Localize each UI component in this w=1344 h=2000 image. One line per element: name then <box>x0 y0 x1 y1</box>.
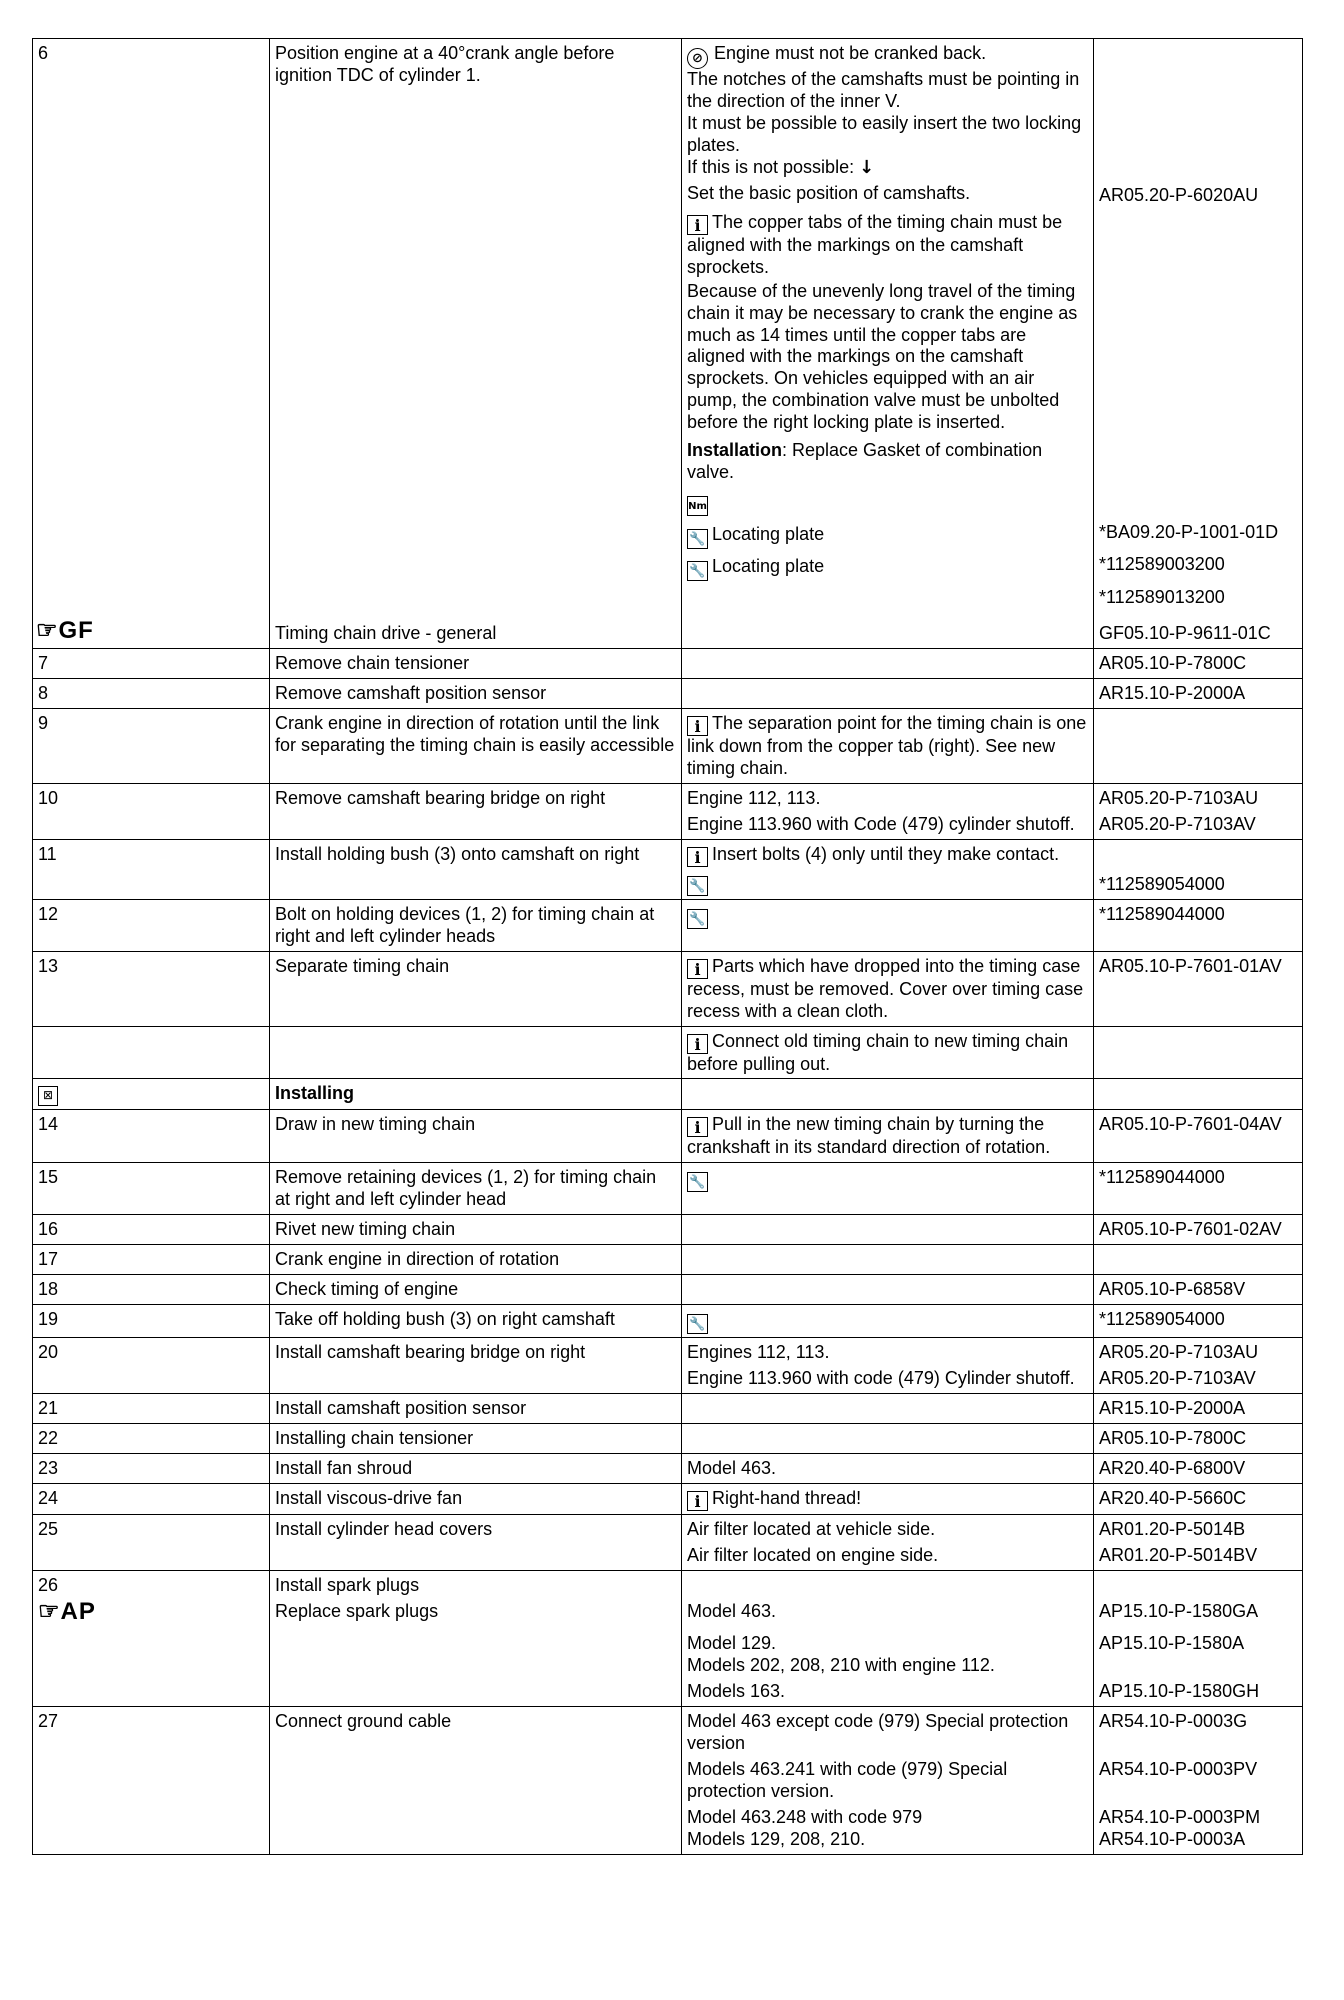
note-text: If this is not possible: <box>687 156 855 177</box>
step-cell <box>270 1026 682 1079</box>
note-cell <box>682 1245 1094 1275</box>
table-row <box>33 1245 1303 1275</box>
note-text: Engine 113.960 with Code (479) cylinder shutoff. <box>687 813 1075 834</box>
reference-cell <box>1094 783 1303 839</box>
reference-link[interactable]: AR54.10-P-0003A <box>1099 1828 1246 1849</box>
no-crank-back-icon: ⊘ <box>687 48 708 69</box>
reference-cell <box>1094 1706 1303 1854</box>
step-number: 15 <box>33 1163 270 1215</box>
note-text: Models 202, 208, 210 with engine 112. <box>687 1654 995 1675</box>
note-text: : Replace Gasket of combination valve. <box>687 440 1043 483</box>
step-number: 25 <box>33 1514 270 1570</box>
table-row <box>33 899 1303 951</box>
reference-link[interactable]: AR20.40-P-6800V <box>1094 1454 1303 1484</box>
table-row <box>33 39 1303 649</box>
reference-link[interactable]: *112589013200 <box>1099 587 1225 607</box>
table-row <box>33 649 1303 679</box>
note-text: Engines 112, 113. <box>687 1342 830 1363</box>
step-text: Remove camshaft position sensor <box>270 678 682 708</box>
note-text: The notches of the camshafts must be pointing in the direction of the inner V. <box>687 69 1080 111</box>
note-text: Set the basic position of camshafts. <box>687 182 971 203</box>
table-row <box>33 1305 1303 1338</box>
table-row <box>33 1483 1303 1514</box>
installation-label: Installation <box>687 440 783 461</box>
reference-link[interactable]: AR05.20-P-7103AV <box>1099 813 1256 834</box>
step-number-cell <box>33 1079 270 1110</box>
reference-link[interactable]: AR05.20-P-7103AV <box>1099 1368 1256 1389</box>
step-number: 10 <box>33 783 270 839</box>
note-text: Engine must not be cranked back. <box>714 43 987 63</box>
step-number: 17 <box>33 1245 270 1275</box>
note-text: Model 463. <box>687 1600 777 1621</box>
step-text: Crank engine in direction of rotation until the link for separating the timing chain is easily accessible <box>270 708 682 783</box>
step-number: 27 <box>33 1706 270 1854</box>
special-tool-icon: 🔧 <box>687 1172 708 1192</box>
reference-cell <box>1094 1514 1303 1570</box>
note-text: Pull in the new timing chain by turning the crankshaft in its standard direction of rotation. <box>687 1114 1051 1158</box>
note-cell <box>682 1514 1094 1570</box>
special-tool-icon: 🔧 <box>687 529 708 549</box>
table-row <box>33 1570 1303 1706</box>
reference-cell <box>1094 708 1303 783</box>
table-row <box>33 1079 1303 1110</box>
reference-cell <box>1094 39 1303 649</box>
torque-nm-icon: Nm <box>687 496 708 516</box>
table-row <box>33 839 1303 899</box>
table-row <box>33 1394 1303 1424</box>
note-cell <box>682 1026 1094 1079</box>
note-text: Models 129, 208, 210. <box>687 1828 866 1849</box>
step-number: 9 <box>33 708 270 783</box>
reference-link[interactable]: AP15.10-P-1580A <box>1099 1632 1245 1653</box>
step-cell <box>270 1570 682 1706</box>
note-text: Model 463. <box>682 1454 1094 1484</box>
table-row <box>33 1424 1303 1454</box>
note-text: Engine 113.960 with code (479) Cylinder shutoff. <box>687 1368 1075 1389</box>
installation-icon: ⊠ <box>38 1086 58 1106</box>
note-text: Because of the unevenly long travel of the timing chain it may be necessary to crank the engine as much as 14 times until the copper tabs are aligned with the markings on the camshaft sprockets. On vehicles equipped with an air pump, the combination valve must be unbolted before the right locking plate is inserted. <box>687 280 1078 433</box>
note-cell <box>682 1079 1094 1110</box>
note-cell <box>682 839 1094 899</box>
step-text: Separate timing chain <box>270 951 682 1026</box>
step-text: Install camshaft position sensor <box>270 1394 682 1424</box>
reference-link[interactable]: *112589003200 <box>1099 554 1225 574</box>
reference-link[interactable]: *112589044000 <box>1094 1163 1303 1215</box>
step-number: 26 <box>38 1574 59 1595</box>
note-cell <box>682 1275 1094 1305</box>
reference-cell <box>1094 1026 1303 1079</box>
reference-link[interactable]: AR54.10-P-0003PV <box>1099 1758 1258 1779</box>
note-text: Air filter located at vehicle side. <box>687 1518 936 1539</box>
step-number: 23 <box>33 1454 270 1484</box>
step-number: 20 <box>33 1338 270 1394</box>
table-row <box>33 708 1303 783</box>
info-icon: i <box>687 959 708 979</box>
note-text: Models 163. <box>687 1680 786 1701</box>
reference-link[interactable]: AR05.10-P-7800C <box>1094 649 1303 679</box>
note-cell <box>682 1338 1094 1394</box>
step-number: 6 <box>38 43 49 63</box>
reference-link[interactable]: AR05.10-P-7601-04AV <box>1094 1110 1303 1163</box>
table-row <box>33 1706 1303 1854</box>
procedure-table <box>32 38 1303 1855</box>
reference-cell <box>1094 1338 1303 1394</box>
note-cell <box>682 1305 1094 1338</box>
reference-link[interactable]: AR54.10-P-0003PM <box>1099 1806 1261 1827</box>
note-cell <box>682 783 1094 839</box>
reference-link[interactable]: AR01.20-P-5014B <box>1099 1518 1246 1539</box>
reference-link[interactable]: *112589054000 <box>1099 873 1225 894</box>
info-icon: i <box>687 716 708 736</box>
reference-link[interactable]: AR05.10-P-7800C <box>1094 1424 1303 1454</box>
reference-link[interactable]: AP15.10-P-1580GA <box>1099 1600 1259 1621</box>
special-tool-icon: 🔧 <box>687 561 708 581</box>
step-text: Remove camshaft bearing bridge on right <box>270 783 682 839</box>
table-row <box>33 1163 1303 1215</box>
reference-hand-icon: ☞AP <box>38 1597 96 1625</box>
step-text: Install holding bush (3) onto camshaft on right <box>270 839 682 899</box>
step-number: 7 <box>33 649 270 679</box>
reference-link[interactable]: AR05.20-P-6020AU <box>1099 185 1259 205</box>
step-text: Installing chain tensioner <box>270 1424 682 1454</box>
note-text: Locating plate <box>712 556 825 577</box>
note-cell <box>682 649 1094 679</box>
info-icon: i <box>687 1117 708 1137</box>
step-text: Crank engine in direction of rotation <box>270 1245 682 1275</box>
note-text: Models 463.241 with code (979) Special protection version. <box>687 1758 1008 1801</box>
reference-link[interactable]: *112589054000 <box>1094 1305 1303 1338</box>
note-text: Parts which have dropped into the timing case recess, must be removed. Cover over timing case recess with a clean cloth. <box>687 955 1084 1021</box>
step-text: Rivet new timing chain <box>270 1215 682 1245</box>
reference-link[interactable]: AR01.20-P-5014BV <box>1099 1544 1258 1565</box>
step-number: 18 <box>33 1275 270 1305</box>
note-text: Model 463 except code (979) Special protection version <box>687 1710 1069 1753</box>
step-text: Connect ground cable <box>270 1706 682 1854</box>
step-number: 8 <box>33 678 270 708</box>
note-cell <box>682 1215 1094 1245</box>
info-icon: i <box>687 1491 708 1511</box>
reference-cell <box>1094 1570 1303 1706</box>
step-number: 13 <box>33 951 270 1026</box>
reference-link[interactable]: AR05.20-P-7103AU <box>1099 787 1259 808</box>
step-text: Install fan shroud <box>270 1454 682 1484</box>
table-row <box>33 1275 1303 1305</box>
note-text: Engine 112, 113. <box>687 787 821 808</box>
step-text: Remove chain tensioner <box>270 649 682 679</box>
note-cell <box>682 1110 1094 1163</box>
step-number-cell <box>33 1570 270 1706</box>
note-text: It must be possible to easily insert the two locking plates. <box>687 112 1082 155</box>
reference-link[interactable]: AR15.10-P-2000A <box>1094 678 1303 708</box>
step-text: Remove retaining devices (1, 2) for timing chain at right and left cylinder head <box>270 1163 682 1215</box>
note-cell <box>682 1394 1094 1424</box>
step-number: 19 <box>33 1305 270 1338</box>
info-icon: i <box>687 215 708 235</box>
note-text: The separation point for the timing chain is one link down from the copper tab (right). See new timing chain. <box>687 712 1087 778</box>
step-text: Replace spark plugs <box>275 1600 439 1621</box>
reference-link[interactable]: AR05.20-P-7103AU <box>1099 1342 1259 1363</box>
reference-link[interactable]: AR05.10-P-7601-02AV <box>1094 1215 1303 1245</box>
note-text: Model 129. <box>687 1632 777 1653</box>
reference-link[interactable]: *BA09.20-P-1001-01D <box>1099 522 1279 542</box>
reference-cell <box>1094 839 1303 899</box>
table-row <box>33 783 1303 839</box>
note-text: Locating plate <box>712 524 825 545</box>
reference-link[interactable]: GF05.10-P-9611-01C <box>1099 623 1271 644</box>
step-cell <box>270 39 682 649</box>
reference-hand-icon: ☞GF <box>36 616 94 644</box>
step-text: Install spark plugs <box>275 1574 420 1595</box>
reference-link[interactable]: AR15.10-P-2000A <box>1094 1394 1303 1424</box>
step-number: 24 <box>33 1483 270 1514</box>
note-cell <box>682 951 1094 1026</box>
special-tool-icon: 🔧 <box>687 876 708 896</box>
table-row <box>33 1514 1303 1570</box>
reference-cell <box>1094 1245 1303 1275</box>
step-number-cell <box>33 1026 270 1079</box>
note-cell <box>682 1163 1094 1215</box>
reference-link[interactable]: AR05.10-P-7601-01AV <box>1094 951 1303 1026</box>
step-text: Position engine at a 40°crank angle before ignition TDC of cylinder 1. <box>275 43 615 85</box>
section-heading: Installing <box>270 1079 682 1110</box>
note-cell <box>682 899 1094 951</box>
note-cell <box>682 1706 1094 1854</box>
note-cell <box>682 708 1094 783</box>
step-text: Install cylinder head covers <box>270 1514 682 1570</box>
note-text: Connect old timing chain to new timing chain before pulling out. <box>687 1030 1069 1074</box>
table-row <box>33 1338 1303 1394</box>
step-number: 14 <box>33 1110 270 1163</box>
note-cell <box>682 678 1094 708</box>
table-row <box>33 1454 1303 1484</box>
note-cell <box>682 1483 1094 1514</box>
table-row <box>33 1026 1303 1079</box>
step-text: Install viscous-drive fan <box>270 1483 682 1514</box>
note-text: Right-hand thread! <box>712 1487 862 1508</box>
step-number: 16 <box>33 1215 270 1245</box>
step-number-cell <box>33 39 270 649</box>
arrow-down-icon: ↓ <box>859 156 875 178</box>
step-text: Check timing of engine <box>270 1275 682 1305</box>
special-tool-icon: 🔧 <box>687 909 708 929</box>
note-cell <box>682 39 1094 649</box>
table-row <box>33 678 1303 708</box>
note-cell <box>682 1424 1094 1454</box>
step-text: Install camshaft bearing bridge on right <box>270 1338 682 1394</box>
reference-link[interactable]: *112589044000 <box>1094 899 1303 951</box>
step-text: Take off holding bush (3) on right camshaft <box>270 1305 682 1338</box>
step-text-2: Timing chain drive - general <box>275 623 497 644</box>
reference-link[interactable]: AR20.40-P-5660C <box>1094 1483 1303 1514</box>
table-row <box>33 1110 1303 1163</box>
info-icon: i <box>687 847 708 867</box>
reference-link[interactable]: AR54.10-P-0003G <box>1099 1710 1248 1731</box>
note-cell <box>682 1570 1094 1706</box>
table-row <box>33 1215 1303 1245</box>
special-tool-icon: 🔧 <box>687 1314 708 1334</box>
step-number: 11 <box>33 839 270 899</box>
step-text: Bolt on holding devices (1, 2) for timing chain at right and left cylinder heads <box>270 899 682 951</box>
table-row <box>33 951 1303 1026</box>
reference-cell <box>1094 1079 1303 1110</box>
step-number: 21 <box>33 1394 270 1424</box>
step-number: 22 <box>33 1424 270 1454</box>
reference-link[interactable]: AP15.10-P-1580GH <box>1099 1680 1260 1701</box>
note-text: Model 463.248 with code 979 <box>687 1806 923 1827</box>
note-text: Air filter located on engine side. <box>687 1544 939 1565</box>
reference-link[interactable]: AR05.10-P-6858V <box>1094 1275 1303 1305</box>
info-icon: i <box>687 1034 708 1054</box>
step-text: Draw in new timing chain <box>270 1110 682 1163</box>
note-text: The copper tabs of the timing chain must be aligned with the markings on the camshaft sprockets. <box>687 211 1063 277</box>
step-number: 12 <box>33 899 270 951</box>
note-text: Insert bolts (4) only until they make contact. <box>712 843 1060 864</box>
